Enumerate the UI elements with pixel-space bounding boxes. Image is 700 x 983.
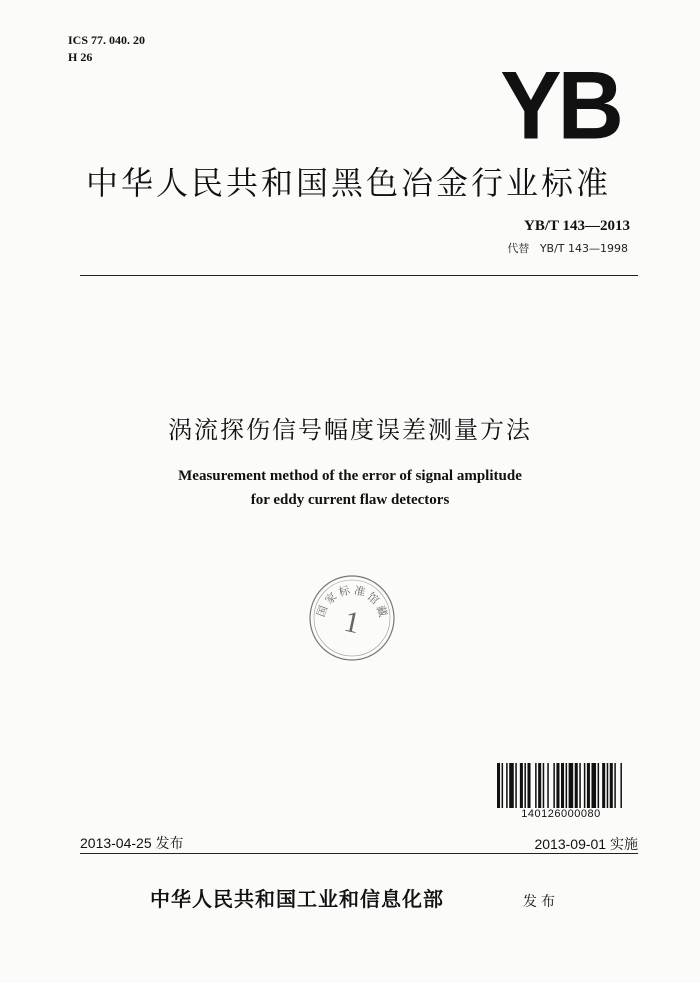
stamp-char: 准 xyxy=(352,583,367,600)
barcode-bar xyxy=(538,763,541,808)
barcode-bar xyxy=(584,763,586,808)
publish-label: 发布 xyxy=(523,894,559,910)
stamp-char: 国 xyxy=(314,603,331,619)
barcode-bar xyxy=(561,763,564,808)
stamp-char: 家 xyxy=(322,590,340,608)
top-divider xyxy=(80,275,638,276)
issuing-ministry: 中华人民共和国工业和信息化部 xyxy=(150,887,444,911)
barcode-bar xyxy=(579,763,581,808)
barcode-bar xyxy=(575,763,578,808)
barcode-bar xyxy=(587,763,590,808)
stamp-number: 1 xyxy=(341,604,363,641)
stamp-char: 标 xyxy=(337,583,352,600)
document-title-en xyxy=(0,464,700,512)
barcode-bar xyxy=(591,763,596,808)
ccs-code: H 26 xyxy=(68,50,93,64)
classification-codes xyxy=(68,32,145,66)
barcode-bar xyxy=(566,763,568,808)
title-en-line-1: Measurement method of the error of signal amplitude xyxy=(178,468,522,484)
barcode-bar xyxy=(610,763,613,808)
bottom-divider xyxy=(80,853,638,854)
barcode-bar xyxy=(502,763,504,808)
replaces-line xyxy=(507,240,628,256)
yb-logo: YB xyxy=(500,52,620,160)
barcode-bar xyxy=(506,763,508,808)
issue-date: 2013-04-25 发布 xyxy=(80,835,184,851)
barcode-bar xyxy=(543,763,545,808)
barcode-bar xyxy=(497,763,500,808)
barcode-bar xyxy=(520,763,523,808)
barcode xyxy=(497,763,625,808)
sector-title: 中华人民共和国黑色冶金行业标准 xyxy=(86,164,612,202)
barcode-bar xyxy=(553,763,555,808)
replaces-number: YB/T 143—1998 xyxy=(539,242,628,255)
barcode-bar xyxy=(620,763,622,808)
barcode-bar xyxy=(547,763,549,808)
barcode-bar xyxy=(524,763,526,808)
barcode-bar xyxy=(614,763,616,808)
barcode-bar xyxy=(607,763,609,808)
standard-number: YB/T 143—2013 xyxy=(524,218,630,234)
barcode-bar xyxy=(535,763,537,808)
barcode-bar xyxy=(602,763,605,808)
title-en-line-2: for eddy current flaw detectors xyxy=(250,492,450,508)
ics-code: ICS 77. 040. 20 xyxy=(68,33,146,47)
document-title-cn: 涡流探伤信号幅度误差测量方法 xyxy=(168,416,532,444)
barcode-bar xyxy=(556,763,559,808)
barcode-bar xyxy=(527,763,530,808)
implementation-date: 2013-09-01 实施 xyxy=(534,836,638,852)
barcode-bar xyxy=(569,763,574,808)
barcode-number: 140126000080 xyxy=(521,808,601,820)
barcode-bar xyxy=(509,763,514,808)
barcode-bar xyxy=(515,763,517,808)
stamp-char: 藏 xyxy=(373,603,390,619)
barcode-bar xyxy=(598,763,600,808)
stamp-char: 馆 xyxy=(364,590,382,608)
library-stamp xyxy=(308,574,396,662)
replaces-label: 代替 xyxy=(507,242,530,255)
